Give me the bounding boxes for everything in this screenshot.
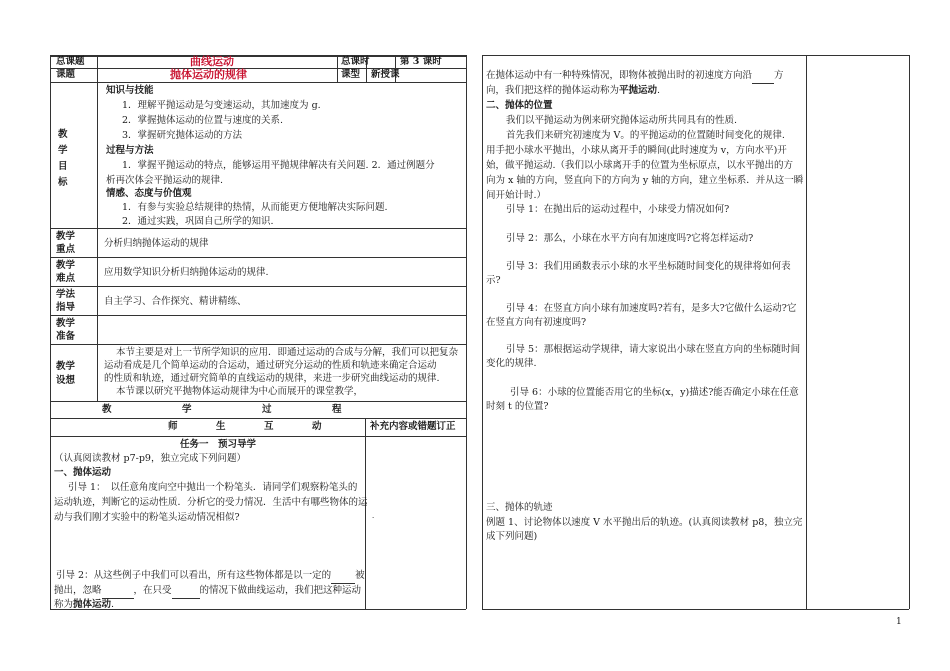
total-topic-label: 总课题: [56, 56, 85, 67]
position-paragraph-line: 始，做平抛运动.（我们以小球离开手的位置为坐标原点，以水平抛出的方: [486, 160, 794, 171]
guide-question-5-line: 变化的规律.: [486, 358, 537, 369]
position-paragraph-line: 间开始计时.）: [486, 190, 547, 201]
key-point-text: 分析归纳抛体运动的规律: [104, 238, 209, 249]
process-heading: 过程与方法: [106, 145, 154, 156]
guide-question-3-line: 引导 3：我们用函数表示小球的水平坐标随时间变化的规律将如何表: [506, 261, 791, 272]
section-projectile-motion: 一、抛体运动: [54, 467, 112, 478]
interaction-header-char: 互: [264, 421, 274, 432]
topic-label: 课题: [56, 69, 76, 80]
task-title: 任务一 预习导学: [180, 439, 257, 450]
intro-line-2: 向，我们把这样的抛体运动称为平抛运动.: [486, 85, 661, 96]
task-note: （认真阅读教材 p7-p9，独立完成下列问题）: [54, 453, 246, 464]
emotion-heading: 情感、态度与价值观: [106, 188, 192, 199]
guide-question-4-line: 引导 4：在竖直方向小球有加速度吗?若有，是多大?它做什么运动?它: [506, 303, 797, 314]
topic-value: 抛体运动的规律: [170, 68, 247, 81]
emotion-item: 2．通过实践，巩固自己所学的知识.: [122, 216, 274, 227]
interaction-header-char: 生: [216, 421, 226, 432]
design-label-1: 教学: [56, 361, 76, 372]
process-header-char: 过: [262, 404, 272, 415]
lesson-number: 第 3 课时: [400, 56, 442, 67]
process-line: 1．掌握平抛运动的特点，能够运用平抛规律解决有关问题. 2．通过例题分: [122, 160, 435, 171]
total-hours-label: 总课时: [341, 56, 370, 67]
small-dot-mark: ·: [372, 514, 375, 522]
difficult-point-text: 应用数学知识分析归纳抛体运动的规律.: [104, 267, 269, 278]
supplement-header: 补充内容或错题订正: [370, 421, 456, 432]
guide-question-6-line: 引导 6：小球的位置能否用它的坐标(x，y)描述?能否确定小球在任意: [510, 387, 799, 398]
knowledge-heading: 知识与技能: [106, 85, 154, 96]
prep-label-2: 准备: [56, 331, 76, 342]
section-trajectory: 三、抛体的轨迹: [486, 502, 553, 513]
guide-question-3-line: 示?: [486, 275, 501, 286]
method-text: 自主学习、合作探究、精讲精练、: [104, 296, 247, 307]
guide2-line-2: 抛出，忽略 ，在只受 的情况下做曲线运动，我们把这种运动: [54, 584, 361, 599]
position-paragraph-line: 首先我们来研究初速度为 V。的平抛运动的位置随时间变化的规律.: [506, 130, 785, 141]
process-header-char: 学: [182, 404, 192, 415]
interaction-header-char: 动: [312, 421, 322, 432]
process-header-char: 程: [332, 404, 342, 415]
position-paragraph-line: 用手把小球水平抛出，小球从离开手的瞬间(此时速度为 v，方向水平)开: [486, 145, 787, 156]
process-line: 析再次体会平抛运动的规律.: [106, 175, 224, 186]
method-label-1: 学法: [56, 289, 76, 300]
example-1-line: 成下列问题): [486, 531, 538, 542]
goals-label-char-2: 学: [58, 145, 68, 156]
knowledge-item: 2．掌握抛体运动的位置与速度的关系.: [122, 115, 284, 126]
design-line: 的性质和轨迹，通过研究简单的直线运动的规律，来进一步研究曲线运动的规律.: [104, 373, 440, 384]
goals-label-char-1: 教: [58, 129, 68, 140]
guide-question-4-line: 在竖直方向有初速度吗?: [486, 317, 587, 328]
guide1-line: 运动轨迹，判断它的运动性质．分析它的受力情况．生活中有哪些物体的运: [54, 497, 368, 508]
process-header-char: 教: [102, 404, 112, 415]
emotion-item: 1．有参与实验总结规律的热情，从而能更方便地解决实际问题.: [122, 202, 388, 213]
goals-label-char-4: 标: [58, 177, 68, 188]
design-label-2: 设想: [56, 375, 76, 386]
guide1-line: 引导 1： 以任意角度向空中抛出一个粉笔头．请同学们观察粉笔头的: [68, 482, 358, 493]
lesson-type-label: 课型: [341, 69, 361, 80]
method-label-2: 指导: [56, 302, 76, 313]
guide2-line-3: 称为抛体运动.: [54, 599, 115, 610]
intro-line-1: 在抛体运动中有一种特殊情况，即物体被抛出时的初速度方向沿 方: [486, 69, 784, 84]
lesson-type-value: 新授课: [371, 69, 400, 80]
guide2-line-1: 引导 2：从这些例子中我们可以看出，所有这些物体都是以一定的 被: [56, 569, 365, 584]
design-line: 本节主要是对上一节所学知识的应用．即通过运动的合成与分解，我们可以把复杂: [116, 347, 459, 358]
key-label-2: 重点: [56, 244, 76, 255]
section-position: 二、抛体的位置: [486, 100, 553, 111]
page-number: 1: [896, 617, 902, 627]
goals-label-char-3: 目: [58, 161, 68, 172]
position-paragraph-line: 向为 x 轴的方向，竖直向下的方向为 y 轴的方向，建立坐标系．并从这一瞬: [486, 175, 804, 186]
difficult-label-2: 难点: [56, 273, 76, 284]
total-topic-value: 曲线运动: [190, 55, 234, 68]
guide-question-2: 引导 2：那么，小球在水平方向有加速度吗?它将怎样运动?: [506, 233, 754, 244]
design-line: 本节课以研究平抛物体运动规律为中心而展开的课堂教学，: [116, 386, 364, 397]
prep-label-1: 教学: [56, 318, 76, 329]
design-line: 运动看成是几个简单运动的合运动，通过研究分运动的性质和轨迹来确定合运动: [104, 360, 437, 371]
guide-question-6-line: 时刻 t 的位置?: [486, 401, 549, 412]
example-1-line: 例题 1、讨论物体以速度 V 水平抛出后的轨迹。(认真阅读教材 p8，独立完: [486, 517, 803, 528]
position-paragraph-1: 我们以平抛运动为例来研究抛体运动所共同具有的性质.: [506, 115, 738, 126]
guide-question-1: 引导 1：在抛出后的运动过程中，小球受力情况如何?: [506, 204, 730, 215]
key-label-1: 教学: [56, 231, 76, 242]
knowledge-item: 1．理解平抛运动是匀变速运动，其加速度为 g.: [122, 100, 321, 111]
guide1-line: 动与我们刚才实验中的粉笔头运动情况相似?: [54, 512, 240, 523]
difficult-label-1: 教学: [56, 260, 76, 271]
interaction-header-char: 师: [168, 421, 178, 432]
guide-question-5-line: 引导 5：那根据运动学规律，请大家说出小球在竖直方向的坐标随时间: [506, 344, 801, 355]
knowledge-item: 3．掌握研究抛体运动的方法: [122, 130, 243, 141]
